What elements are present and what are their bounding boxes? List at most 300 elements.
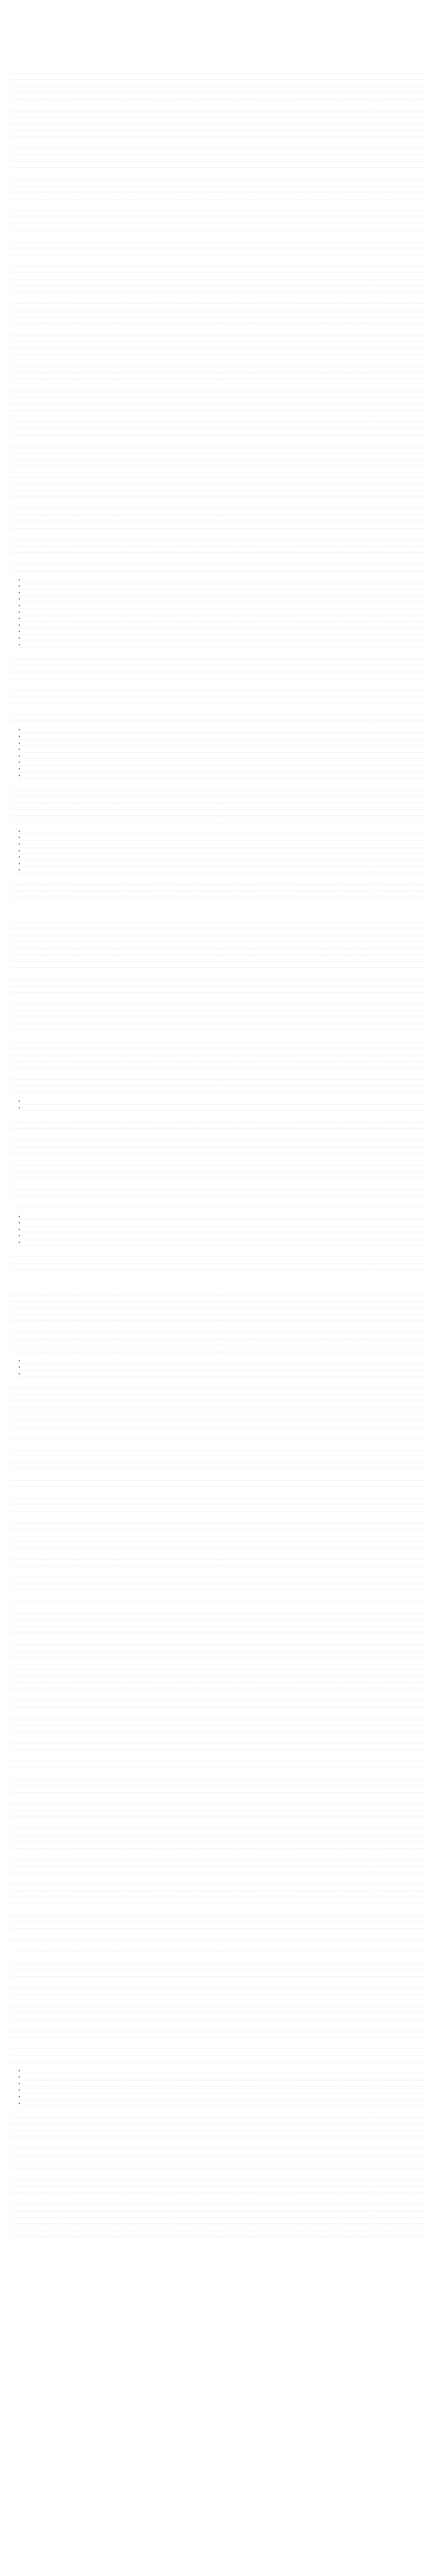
paragraph-line	[10, 398, 426, 404]
paragraph-line	[10, 2007, 426, 2013]
bullet-item	[20, 1370, 426, 1377]
paragraph-line	[10, 2162, 426, 2168]
paragraph	[10, 1773, 426, 1793]
paragraph-line	[10, 1988, 426, 1995]
paragraph-line	[10, 1086, 426, 1093]
paragraph-line	[10, 1333, 426, 1340]
paragraph-line	[10, 1811, 426, 1818]
paragraph-line	[10, 715, 426, 722]
paragraph	[10, 1517, 426, 1530]
paragraph-line	[10, 217, 426, 224]
paragraph-line	[10, 2049, 426, 2056]
paragraph-line	[10, 224, 426, 230]
paragraph-line	[10, 1761, 426, 1768]
paragraph-line	[10, 1123, 426, 1129]
paragraph	[10, 2198, 426, 2238]
paragraph	[10, 416, 426, 435]
paragraph-line	[10, 1395, 426, 1402]
paragraph-line	[10, 130, 426, 137]
paragraph-line	[10, 1499, 426, 1505]
paragraph-line	[10, 360, 426, 367]
paragraph	[10, 998, 426, 1030]
paragraph-line	[10, 67, 426, 74]
paragraph-line	[10, 1836, 426, 1842]
bullet-item	[20, 867, 426, 873]
paragraph-line	[10, 690, 426, 697]
paragraph-line	[10, 124, 426, 131]
paragraph	[10, 684, 426, 704]
bullet-item	[20, 2087, 426, 2093]
bullet-item	[20, 772, 426, 779]
paragraph-line	[10, 558, 426, 565]
paragraph-line	[10, 653, 426, 659]
paragraph-line	[10, 1264, 426, 1270]
paragraph-line	[10, 1645, 426, 1652]
paragraph-line	[10, 342, 426, 348]
paragraph-line	[10, 1456, 426, 1463]
document-body	[10, 56, 426, 2237]
paragraph-line	[10, 317, 426, 324]
paragraph-line	[10, 973, 426, 980]
paragraph-line	[10, 1257, 426, 1264]
paragraph-line	[10, 205, 426, 211]
paragraph-line	[10, 796, 426, 803]
paragraph-line	[10, 1804, 426, 1811]
bullet-item	[20, 1364, 426, 1370]
paragraph-line	[10, 391, 426, 398]
paragraph-line	[10, 2143, 426, 2149]
paragraph-line	[10, 1302, 426, 1309]
paragraph-line	[10, 2111, 426, 2118]
paragraph-line	[10, 80, 426, 87]
paragraph-line	[10, 384, 426, 391]
paragraph-line	[10, 1505, 426, 1512]
paragraph-line	[10, 955, 426, 962]
paragraph	[10, 298, 426, 324]
paragraph-line	[10, 416, 426, 422]
paragraph-line	[10, 1042, 426, 1049]
paragraph	[10, 2025, 426, 2038]
paragraph-line	[10, 1620, 426, 1627]
section-heading	[10, 905, 426, 912]
bullet-item	[20, 1239, 426, 1246]
paragraph-line	[10, 1289, 426, 1295]
paragraph-line	[10, 515, 426, 522]
paragraph-line	[10, 298, 426, 304]
paragraph	[10, 471, 426, 497]
paragraph	[10, 1607, 426, 1633]
paragraph	[10, 1909, 426, 1929]
paragraph-line	[10, 248, 426, 255]
paragraph-line	[10, 1860, 426, 1867]
bullet-item	[20, 759, 426, 766]
paragraph-line	[10, 1798, 426, 1805]
paragraph-line	[10, 672, 426, 679]
paragraph-line	[10, 2043, 426, 2049]
paragraph-line	[10, 522, 426, 529]
paragraph	[10, 1116, 426, 1129]
bullet-list	[10, 1213, 426, 1246]
paragraph-line	[10, 1773, 426, 1780]
toc-item[interactable]	[24, 39, 426, 48]
paragraph	[10, 1982, 426, 1995]
paragraph-line	[10, 1190, 426, 1197]
paragraph-line	[10, 923, 426, 929]
paragraph-line	[10, 2187, 426, 2193]
paragraph-line	[10, 173, 426, 180]
section-heading	[10, 56, 426, 63]
paragraph-line	[10, 1433, 426, 1439]
paragraph-line	[10, 987, 426, 993]
paragraph-line	[10, 659, 426, 666]
paragraph-line	[10, 2174, 426, 2180]
paragraph-line	[10, 1048, 426, 1055]
paragraph	[10, 1382, 426, 1428]
paragraph-line	[10, 142, 426, 149]
paragraph-line	[10, 1183, 426, 1190]
bullet-item	[20, 1358, 426, 1364]
paragraph-line	[10, 1982, 426, 1989]
paragraph-line	[10, 266, 426, 273]
paragraph	[10, 1737, 426, 1750]
bullet-item	[20, 1213, 426, 1220]
paragraph-line	[10, 666, 426, 672]
paragraph-line	[10, 1627, 426, 1634]
paragraph-line	[10, 1401, 426, 1408]
paragraph	[10, 1934, 426, 1941]
paragraph-line	[10, 1878, 426, 1885]
paragraph-line	[10, 1308, 426, 1315]
paragraph-line	[10, 484, 426, 491]
paragraph-line	[10, 1463, 426, 1469]
paragraph-line	[10, 1571, 426, 1578]
paragraph-line	[10, 1596, 426, 1602]
paragraph-line	[10, 1474, 426, 1481]
paragraph-line	[10, 478, 426, 484]
bullet-item	[20, 622, 426, 629]
paragraph-line	[10, 1346, 426, 1352]
paragraph-line	[10, 885, 426, 892]
paragraph	[10, 558, 426, 571]
paragraph-line	[10, 1755, 426, 1762]
paragraph-line	[10, 1897, 426, 1904]
paragraph-line	[10, 1737, 426, 1744]
paragraph-line	[10, 1388, 426, 1395]
paragraph-line	[10, 2149, 426, 2156]
paragraph	[10, 235, 426, 255]
paragraph-line	[10, 211, 426, 217]
paragraph-line	[10, 1891, 426, 1898]
paragraph-line	[10, 2211, 426, 2218]
paragraph-line	[10, 980, 426, 987]
paragraph-line	[10, 447, 426, 453]
paragraph-line	[10, 1683, 426, 1689]
paragraph-line	[10, 404, 426, 411]
paragraph-line	[10, 1444, 426, 1451]
paragraph	[10, 1159, 426, 1178]
paragraph	[10, 2043, 426, 2062]
paragraph-line	[10, 803, 426, 810]
paragraph-line	[10, 2056, 426, 2062]
paragraph-line	[10, 111, 426, 118]
bullet-item	[20, 834, 426, 841]
paragraph-line	[10, 1713, 426, 1719]
bullet-list	[10, 2067, 426, 2107]
paragraph	[10, 973, 426, 993]
paragraph	[10, 1854, 426, 1873]
paragraph-line	[10, 1885, 426, 1891]
paragraph-line	[10, 534, 426, 540]
paragraph-line	[10, 2156, 426, 2162]
paragraph	[10, 2174, 426, 2193]
paragraph	[10, 1571, 426, 1591]
paragraph-line	[10, 1854, 426, 1860]
paragraph	[10, 1444, 426, 1451]
paragraph	[10, 1694, 426, 1707]
paragraph	[10, 1456, 426, 1469]
paragraph-line	[10, 2218, 426, 2225]
paragraph	[10, 1433, 426, 1439]
paragraph-line	[10, 1141, 426, 1147]
paragraph-line	[10, 1201, 426, 1208]
bullet-item	[20, 596, 426, 602]
paragraph-line	[10, 74, 426, 80]
paragraph	[10, 1957, 426, 1977]
paragraph-line	[10, 471, 426, 478]
paragraph-line	[10, 286, 426, 293]
paragraph-line	[10, 565, 426, 571]
paragraph	[10, 708, 426, 721]
bullet-item	[20, 2074, 426, 2080]
bullet-item	[20, 1098, 426, 1105]
paragraph-line	[10, 155, 426, 162]
paragraph-line	[10, 1607, 426, 1614]
paragraph	[10, 384, 426, 410]
paragraph	[10, 784, 426, 823]
paragraph-line	[10, 180, 426, 187]
paragraph-line	[10, 1719, 426, 1725]
toc-item[interactable]	[24, 21, 426, 30]
bullet-item	[20, 2100, 426, 2107]
paragraph-line	[10, 93, 426, 99]
paragraph-line	[10, 2000, 426, 2007]
paragraph	[10, 1201, 426, 1208]
bullet-item	[20, 860, 426, 867]
paragraph-line	[10, 304, 426, 311]
bullet-item	[20, 766, 426, 772]
paragraph	[10, 534, 426, 553]
paragraph	[10, 440, 426, 466]
paragraph-line	[10, 1492, 426, 1499]
paragraph	[10, 917, 426, 969]
paragraph	[10, 329, 426, 354]
bullet-item	[20, 726, 426, 733]
paragraph-line	[10, 547, 426, 553]
paragraph-line	[10, 708, 426, 715]
bullet-item	[20, 828, 426, 835]
paragraph-line	[10, 1829, 426, 1836]
paragraph-line	[10, 1822, 426, 1829]
bullet-list	[10, 577, 426, 648]
paragraph-line	[10, 260, 426, 267]
paragraph-line	[10, 1036, 426, 1042]
paragraph-line	[10, 1024, 426, 1031]
document-title	[10, 8, 426, 18]
paragraph-line	[10, 2031, 426, 2038]
paragraph-line	[10, 1578, 426, 1584]
paragraph-line	[10, 1326, 426, 1333]
paragraph-line	[10, 1382, 426, 1389]
paragraph-line	[10, 1421, 426, 1428]
paragraph-line	[10, 962, 426, 969]
bullet-item	[20, 2080, 426, 2087]
paragraph-line	[10, 1916, 426, 1923]
paragraph-line	[10, 1701, 426, 1707]
paragraph-line	[10, 1780, 426, 1786]
paragraph-line	[10, 1541, 426, 1548]
paragraph	[10, 2000, 426, 2020]
paragraph	[10, 653, 426, 679]
paragraph-line	[10, 2231, 426, 2238]
paragraph-line	[10, 2205, 426, 2211]
paragraph-line	[10, 1159, 426, 1165]
paragraph-line	[10, 1934, 426, 1941]
paragraph-line	[10, 162, 426, 168]
paragraph-line	[10, 936, 426, 943]
paragraph-line	[10, 373, 426, 380]
bullet-item	[20, 609, 426, 616]
paragraph-line	[10, 1315, 426, 1321]
bullet-item	[20, 746, 426, 753]
paragraph	[10, 1251, 426, 1270]
bullet-item	[20, 615, 426, 622]
bullet-item	[20, 583, 426, 589]
paragraph-line	[10, 242, 426, 249]
paragraph-line	[10, 2131, 426, 2138]
paragraph-line	[10, 1251, 426, 1258]
table-of-contents	[24, 21, 426, 48]
paragraph-line	[10, 149, 426, 156]
paragraph	[10, 1945, 426, 1952]
paragraph	[10, 1289, 426, 1321]
paragraph-line	[10, 1408, 426, 1415]
paragraph-line	[10, 1018, 426, 1024]
paragraph-line	[10, 1553, 426, 1560]
bullet-item	[20, 635, 426, 641]
paragraph-line	[10, 1062, 426, 1069]
bullet-item	[20, 641, 426, 648]
paragraph-line	[10, 1005, 426, 1011]
paragraph-line	[10, 1517, 426, 1523]
paragraph-line	[10, 311, 426, 317]
paragraph	[10, 1755, 426, 1768]
paragraph-line	[10, 998, 426, 1005]
paragraph-line	[10, 1415, 426, 1421]
paragraph-line	[10, 440, 426, 447]
paragraph	[10, 105, 426, 137]
paragraph-line	[10, 790, 426, 797]
bullet-item	[20, 753, 426, 759]
paragraph-line	[10, 502, 426, 509]
paragraph-line	[10, 891, 426, 898]
paragraph	[10, 1822, 426, 1848]
paragraph-line	[10, 1676, 426, 1683]
paragraph-line	[10, 540, 426, 547]
paragraph-line	[10, 460, 426, 466]
bullet-list	[10, 828, 426, 873]
paragraph-line	[10, 1694, 426, 1701]
paragraph	[10, 1183, 426, 1196]
paragraph-line	[10, 810, 426, 817]
paragraph	[10, 1492, 426, 1512]
bullet-list	[10, 1098, 426, 1111]
paragraph-line	[10, 1614, 426, 1621]
paragraph	[10, 1663, 426, 1689]
paragraph	[10, 1474, 426, 1487]
paragraph	[10, 142, 426, 168]
paragraph-line	[10, 509, 426, 516]
paragraph	[10, 1553, 426, 1566]
paragraph-line	[10, 1670, 426, 1676]
paragraph-line	[10, 453, 426, 460]
paragraph-line	[10, 1134, 426, 1141]
paragraph	[10, 1073, 426, 1093]
bullet-item	[20, 841, 426, 848]
paragraph-line	[10, 1560, 426, 1566]
paragraph	[10, 1638, 426, 1658]
paragraph	[10, 1326, 426, 1352]
paragraph-line	[10, 816, 426, 823]
bullet-item	[20, 577, 426, 583]
bullet-item	[20, 2067, 426, 2074]
paragraph	[10, 1713, 426, 1732]
paragraph-line	[10, 2198, 426, 2205]
paragraph-line	[10, 1725, 426, 1732]
bullet-item	[20, 589, 426, 596]
paragraph-line	[10, 1080, 426, 1087]
paragraph-line	[10, 422, 426, 429]
paragraph-line	[10, 2224, 426, 2231]
paragraph-line	[10, 1867, 426, 1873]
paragraph-line	[10, 329, 426, 335]
paragraph-line	[10, 235, 426, 242]
paragraph-line	[10, 1295, 426, 1302]
paragraph-line	[10, 949, 426, 956]
paragraph	[10, 2111, 426, 2137]
bullet-item	[20, 1219, 426, 1226]
paragraph-line	[10, 429, 426, 435]
paragraph	[10, 67, 426, 99]
paragraph-line	[10, 1535, 426, 1541]
paragraph-line	[10, 1073, 426, 1080]
paragraph	[10, 878, 426, 898]
paragraph-line	[10, 2013, 426, 2020]
toc-item[interactable]	[24, 30, 426, 39]
paragraph	[10, 1798, 426, 1818]
bullet-list	[10, 1358, 426, 1377]
bullet-item	[20, 1232, 426, 1239]
paragraph	[10, 360, 426, 380]
paragraph-line	[10, 1743, 426, 1750]
bullet-item	[20, 1105, 426, 1111]
paragraph-line	[10, 280, 426, 286]
paragraph-line	[10, 193, 426, 199]
paragraph-line	[10, 1970, 426, 1977]
paragraph-line	[10, 2118, 426, 2125]
bullet-item	[20, 848, 426, 854]
paragraph	[10, 260, 426, 293]
paragraph-line	[10, 684, 426, 691]
